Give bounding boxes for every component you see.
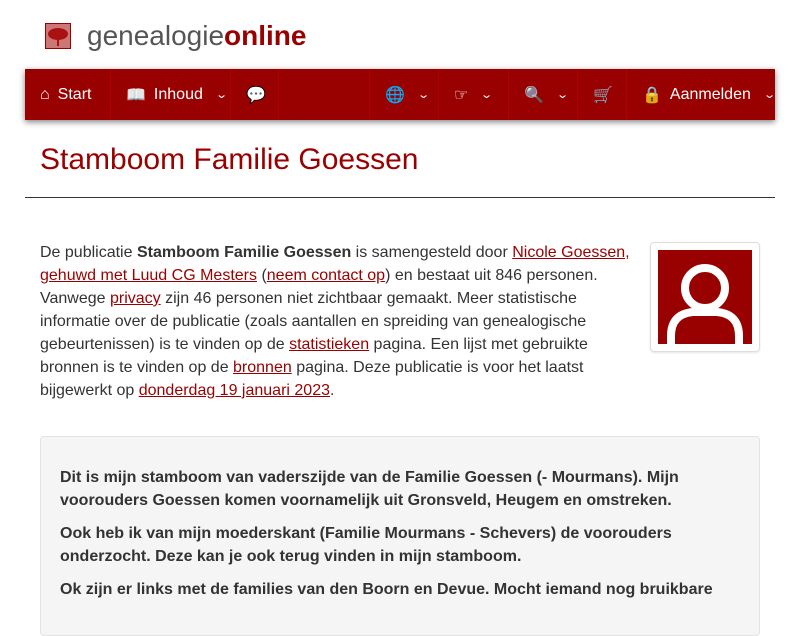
book-icon: 📖 [126,86,146,104]
chevron-down-icon: ⌄ [556,89,569,101]
sources-link[interactable]: bronnen [233,359,292,376]
intro-text: pagina. Een lijst met gebruikte bronnen is te vinden op de [40,336,588,376]
intro-text: ( [257,267,267,284]
chevron-down-icon: ⌄ [763,89,776,101]
chevron-down-icon: ⌄ [480,89,494,101]
nav-inhoud-label: Inhoud [153,85,203,103]
tree-logo-icon [45,23,71,49]
author-link[interactable]: Nicole Goessen, gehuwd met Luud CG Mesters [40,244,630,284]
description-paragraph: Ok zijn er links met de families van den Boorn en Devue. Mocht iemand nog bruikbare [60,581,713,598]
nav-login-label: Aanmelden [669,85,751,103]
site-name: genealogieonline [87,20,307,51]
cart-icon: 🛒 [593,86,613,104]
intro-text: is samengesteld door [351,244,513,261]
nav-cart[interactable] [578,69,627,120]
description-paragraph: Ook heb ik van mijn moederskant (Familie Mourmans - Schevers) de voorouders onderzocht. Deze kan je ook terug vinden in mijn stamboom. [60,525,672,565]
nav-language[interactable] [370,69,439,120]
search-icon: 🔍 [524,86,544,104]
divider [25,197,775,198]
intro-text: ) en bestaat uit 846 personen. Vanwege [40,267,598,307]
lock-icon: 🔒 [642,86,662,104]
nav-login[interactable] [627,69,775,120]
privacy-link[interactable]: privacy [109,290,161,307]
last-updated-link[interactable]: donderdag 19 januari 2023 [138,382,330,399]
description-paragraph: Dit is mijn stamboom van vaderszijde van de Familie Goessen (- Mourmans). Mijn voorouders Goessen komen voornamelijk uit Gronsveld, Heugem en omstreken. [60,469,679,509]
translate-icon: 🌐 [385,86,405,104]
intro-text: De publicatie [40,244,137,261]
chevron-down-icon: ⌄ [215,89,228,101]
nav-inhoud[interactable] [111,69,231,120]
contact-link[interactable]: neem contact op [266,267,386,284]
nav-chat[interactable] [231,69,279,120]
home-icon: ⌂ [40,85,50,103]
publication-name: Stamboom Familie Goessen [136,244,352,261]
user-icon [658,250,752,344]
page-title: Stamboom Familie Goessen [40,143,419,176]
publication-intro [40,241,632,402]
hand-pointer-icon: ☞ [454,86,469,104]
intro-text: . [330,382,335,399]
nav-start-label: Start [57,85,92,103]
statistics-link[interactable]: statistieken [289,336,370,353]
intro-text: pagina. Deze publicatie is voor het laatst bijgewerkt op [40,359,584,399]
nav-spacer [279,69,370,120]
intro-text: zijn 46 personen niet zichtbaar gemaakt. Meer statistische informatie over de publicatie (zoals aantallen en spreiding van genealogische gebeurtenissen) is te vinden op de [40,290,587,353]
publication-description [40,436,760,636]
nav-start[interactable] [25,69,111,120]
avatar[interactable] [650,242,760,352]
main-nav [25,69,775,120]
nav-search[interactable] [509,69,578,120]
chevron-down-icon: ⌄ [417,89,430,101]
logo[interactable] [45,20,306,52]
nav-pointer[interactable] [439,69,509,120]
comments-icon: 💬 [246,86,266,104]
